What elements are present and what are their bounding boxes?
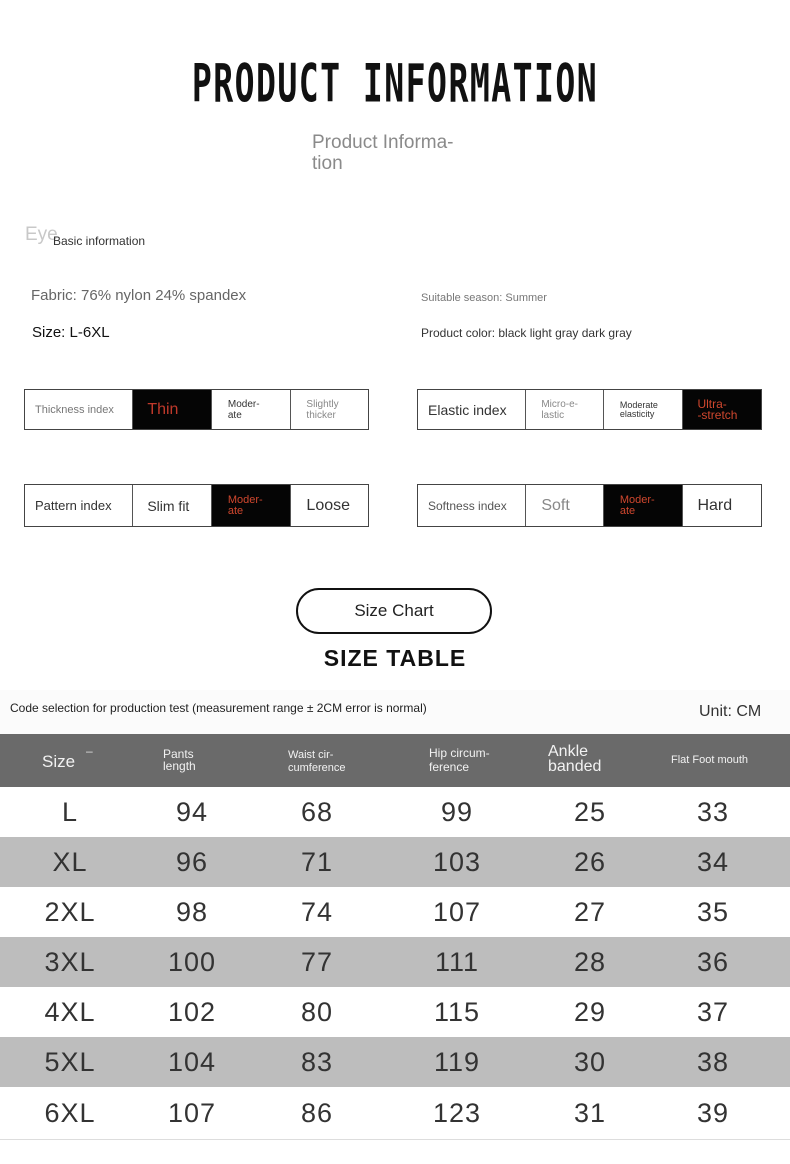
table-row	[0, 787, 790, 837]
cell-ankle: 26	[573, 847, 607, 877]
thickness-index-label-text: Thickness index	[35, 403, 114, 416]
elastic-moderate-line-1: Moderate	[619, 399, 658, 410]
header-dash-icon: –	[86, 744, 93, 758]
cell-waist: 68	[300, 797, 334, 827]
softness-option-soft-text: Soft	[541, 496, 570, 514]
pattern-option-slim	[132, 485, 211, 526]
cell-size: 2XL	[44, 897, 96, 927]
header-pants-line-1: Pants	[163, 747, 194, 761]
cell-pants-length: 104	[167, 1047, 217, 1077]
pattern-index-table	[24, 484, 369, 527]
thickness-option-moderate-text	[228, 399, 260, 421]
header-hip	[429, 746, 490, 774]
thickness-option-slightly-thicker-text	[306, 399, 338, 421]
cell-foot-mouth: 39	[696, 1098, 730, 1128]
thickness-option-thin	[132, 390, 211, 429]
header-pants-line-2: length	[163, 759, 196, 773]
table-row	[0, 987, 790, 1037]
pattern-index-label-text: Pattern index	[35, 498, 112, 513]
cell-waist: 86	[300, 1098, 334, 1128]
page-title: PRODUCT INFORMATION	[191, 52, 599, 115]
elastic-ultra-line-2: -stretch	[697, 407, 738, 422]
table-row	[0, 1037, 790, 1087]
cell-hip: 123	[432, 1098, 482, 1128]
table-row	[0, 837, 790, 887]
thickness-moderate-line-1: Moder-	[227, 398, 260, 410]
header-foot-mouth: Flat Foot mouth	[671, 754, 749, 766]
header-waist	[288, 749, 345, 775]
table-row	[0, 937, 790, 987]
header-size: Size	[42, 752, 76, 771]
elastic-option-micro-text	[541, 399, 578, 421]
softness-moderate-line-1: Moder-	[619, 493, 655, 506]
cell-foot-mouth: 34	[696, 847, 730, 877]
header-ankle-line-1: Ankle	[548, 743, 589, 760]
pattern-option-loose-text: Loose	[306, 496, 351, 514]
elastic-option-ultra-stretch	[682, 390, 761, 429]
eye-watermark-text: Eye	[25, 224, 58, 245]
softness-index-table	[417, 484, 762, 527]
cell-waist: 77	[300, 947, 334, 977]
softness-option-hard-text: Hard	[697, 496, 733, 514]
thickness-option-thin-text: Thin	[147, 400, 179, 418]
elastic-option-micro	[525, 390, 603, 429]
cell-hip: 107	[432, 897, 482, 927]
cell-waist: 80	[300, 997, 334, 1027]
cell-foot-mouth: 36	[696, 947, 730, 977]
cell-foot-mouth: 37	[696, 997, 730, 1027]
elastic-index-label-text: Elastic index	[428, 401, 507, 418]
size-info: Size: L-6XL	[32, 324, 110, 341]
cell-ankle: 31	[573, 1098, 607, 1128]
elastic-ultra-line-1: Ultra-	[697, 396, 727, 411]
cell-ankle: 25	[573, 797, 607, 827]
cell-pants-length: 98	[175, 897, 209, 927]
cell-waist: 74	[300, 897, 334, 927]
cell-hip: 119	[433, 1047, 481, 1077]
subtitle-line-2: tion	[312, 153, 343, 174]
pattern-index-label	[25, 485, 132, 526]
softness-option-soft	[525, 485, 603, 526]
fabric-info: Fabric: 76% nylon 24% spandex	[31, 287, 247, 304]
pattern-option-moderate-text	[228, 495, 263, 517]
cell-waist: 71	[300, 847, 334, 877]
color-info: Product color: black light gray dark gray	[421, 326, 632, 340]
cell-size: L	[61, 797, 79, 827]
pattern-option-slim-text: Slim fit	[147, 497, 190, 514]
table-row	[0, 887, 790, 937]
softness-option-moderate-text	[620, 495, 655, 517]
cell-size: 4XL	[44, 997, 96, 1027]
table-bottom-divider	[0, 1139, 790, 1140]
basic-info-label: Basic information	[53, 234, 146, 248]
elastic-index-table	[417, 389, 762, 430]
elastic-micro-line-1: Micro-e-	[541, 398, 578, 410]
softness-option-moderate	[603, 485, 683, 526]
header-waist-line-2: cumference	[288, 762, 346, 774]
subtitle-line-1: Product Informa-	[312, 132, 454, 153]
elastic-option-moderate	[603, 390, 683, 429]
header-ankle	[548, 744, 601, 774]
cell-ankle: 30	[573, 1047, 607, 1077]
cell-hip: 111	[434, 947, 480, 977]
cell-hip: 103	[432, 847, 482, 877]
header-hip-line-2: ference	[429, 760, 470, 774]
softness-index-label-text: Softness index	[428, 498, 507, 513]
cell-pants-length: 100	[167, 947, 217, 977]
pattern-option-moderate	[211, 485, 291, 526]
header-pants-length	[163, 748, 196, 772]
cell-size: 6XL	[44, 1098, 96, 1128]
table-row	[0, 1088, 790, 1138]
elastic-option-moderate-text	[620, 401, 658, 419]
cell-size: XL	[52, 847, 88, 877]
cell-foot-mouth: 35	[696, 897, 730, 927]
thickness-option-slightly-thicker	[290, 390, 368, 429]
cell-foot-mouth: 33	[696, 797, 730, 827]
elastic-option-ultra-text	[697, 396, 738, 422]
cell-hip: 99	[440, 797, 474, 827]
thickness-slightly-line-2: thicker	[306, 409, 336, 421]
elastic-micro-line-2: lastic	[541, 409, 565, 421]
size-table-header	[0, 734, 790, 787]
thickness-index-label	[25, 390, 132, 429]
cell-waist: 83	[300, 1047, 334, 1077]
softness-moderate-line-2: ate	[619, 504, 636, 517]
pattern-moderate-line-2: ate	[227, 504, 244, 517]
pattern-moderate-line-1: Moder-	[227, 493, 263, 506]
season-info: Suitable season: Summer	[421, 292, 547, 304]
unit-label: Unit: CM	[699, 703, 762, 720]
header-ankle-line-2: banded	[548, 758, 602, 775]
pattern-option-loose	[290, 485, 368, 526]
cell-pants-length: 107	[167, 1098, 217, 1128]
cell-hip: 115	[433, 997, 481, 1027]
cell-pants-length: 96	[175, 847, 209, 877]
cell-foot-mouth: 38	[696, 1047, 730, 1077]
header-waist-line-1: Waist cir-	[288, 749, 334, 761]
thickness-option-moderate	[211, 390, 291, 429]
cell-ankle: 28	[573, 947, 607, 977]
cell-pants-length: 102	[167, 997, 217, 1027]
size-chart-button[interactable]: Size Chart	[296, 588, 492, 634]
elastic-index-label	[418, 390, 525, 429]
measurement-note: Code selection for production test (measurement range ± 2CM error is normal)	[10, 701, 427, 715]
size-table-title: SIZE TABLE	[323, 645, 467, 671]
header-hip-line-1: Hip circum-	[429, 746, 490, 760]
cell-size: 5XL	[44, 1047, 96, 1077]
thickness-moderate-line-2: ate	[227, 409, 242, 421]
cell-size: 3XL	[44, 947, 96, 977]
softness-index-label	[418, 485, 525, 526]
elastic-moderate-line-2: elasticity	[619, 408, 655, 419]
cell-ankle: 29	[573, 997, 607, 1027]
softness-option-hard	[682, 485, 761, 526]
thickness-index-table	[24, 389, 369, 430]
page-subtitle	[312, 132, 482, 174]
cell-pants-length: 94	[175, 797, 209, 827]
thickness-slightly-line-1: Slightly	[306, 398, 339, 410]
cell-ankle: 27	[573, 897, 607, 927]
